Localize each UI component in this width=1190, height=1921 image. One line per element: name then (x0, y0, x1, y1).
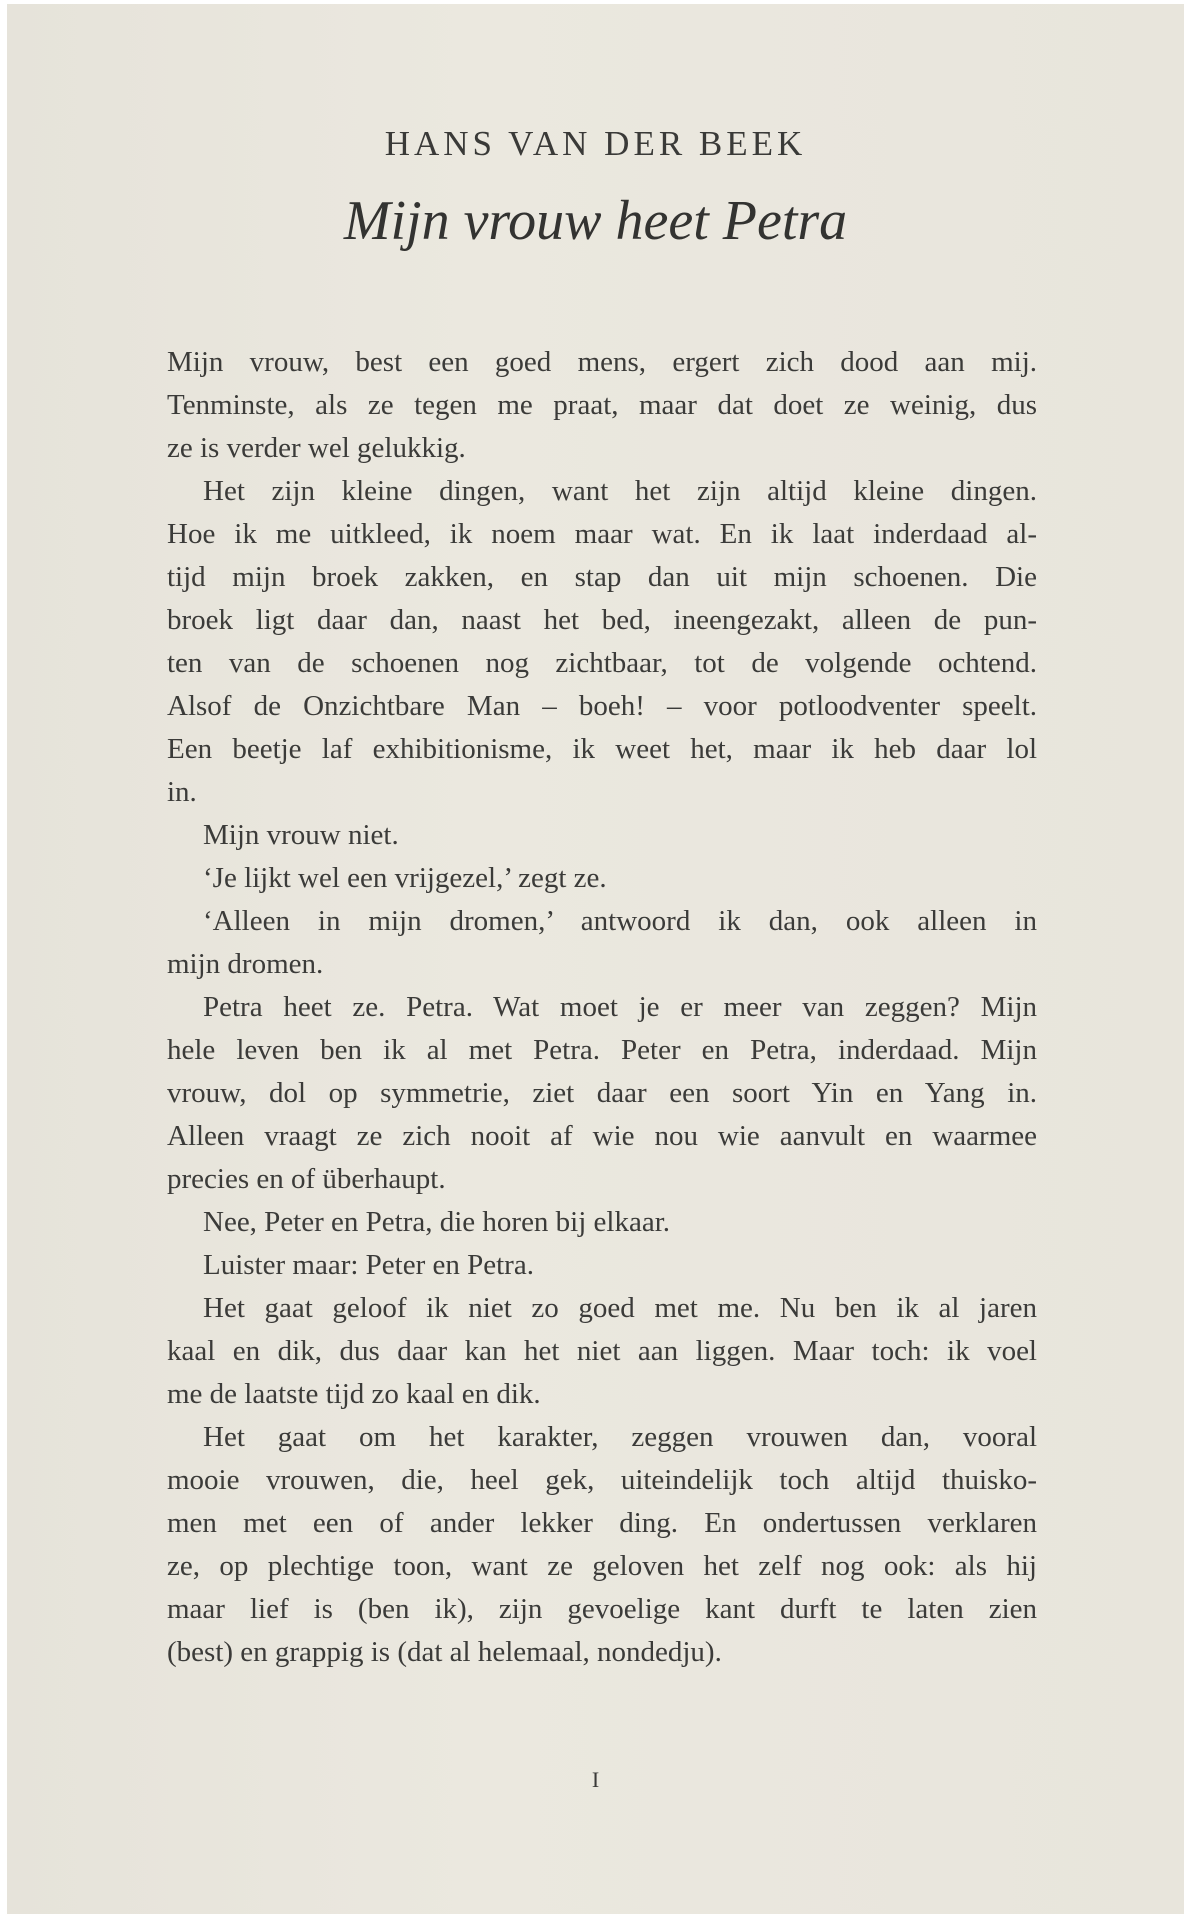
text-line: Luister maar: Peter en Petra. (203, 1249, 534, 1281)
text-line: Het gaat om het karakter, zeggen vrouwen dan, vooral (203, 1421, 1037, 1453)
text-line: ze, op plechtige toon, want ze geloven het zelf nog ook: als hij (167, 1550, 1037, 1582)
text-line: Petra heet ze. Petra. Wat moet je er meer van zeggen? Mijn (203, 991, 1037, 1023)
text-line: hele leven ben ik al met Petra. Peter en Petra, inderdaad. Mijn (167, 1034, 1037, 1066)
text-line: ‘Alleen in mijn dromen,’ antwoord ik dan, ook alleen in (203, 905, 1037, 937)
text-line: Mijn vrouw niet. (203, 819, 399, 851)
text-line: men met een of ander lekker ding. En ondertussen verklaren (167, 1507, 1037, 1539)
text-line: precies en of überhaupt. (167, 1163, 446, 1195)
text-line: Nee, Peter en Petra, die horen bij elkaar. (203, 1206, 671, 1238)
text-line: Het zijn kleine dingen, want het zijn altijd kleine dingen. (203, 475, 1037, 507)
body-text (167, 341, 1037, 1674)
text-line: ‘Je lijkt wel een vrijgezel,’ zegt ze. (203, 862, 607, 894)
page-number: I (591, 1767, 600, 1792)
text-line: Het gaat geloof ik niet zo goed met me. Nu ben ik al jaren (203, 1292, 1037, 1324)
text-line: Hoe ik me uitkleed, ik noem maar wat. En ik laat inderdaad al- (167, 518, 1037, 550)
story-title: Mijn vrouw heet Petra (343, 190, 848, 252)
author-name: HANS VAN DER BEEK (384, 124, 807, 163)
text-line: broek ligt daar dan, naast het bed, ineengezakt, alleen de pun- (167, 604, 1037, 636)
text-line: mooie vrouwen, die, heel gek, uiteindelijk toch altijd thuisko- (167, 1464, 1037, 1496)
text-line: ze is verder wel gelukkig. (167, 432, 466, 464)
text-line: kaal en dik, dus daar kan het niet aan liggen. Maar toch: ik voel (167, 1335, 1037, 1367)
text-line: Alleen vraagt ze zich nooit af wie nou wie aanvult en waarmee (167, 1120, 1037, 1152)
text-line: in. (167, 776, 197, 808)
text-line: Tenminste, als ze tegen me praat, maar dat doet ze weinig, dus (167, 389, 1037, 421)
text-line: Een beetje laf exhibitionisme, ik weet het, maar ik heb daar lol (167, 733, 1037, 765)
book-page (7, 4, 1184, 1914)
text-line: (best) en grappig is (dat al helemaal, nondedju). (167, 1636, 722, 1668)
text-line: mijn dromen. (167, 948, 324, 980)
text-line: me de laatste tijd zo kaal en dik. (167, 1378, 541, 1410)
text-line: vrouw, dol op symmetrie, ziet daar een soort Yin en Yang in. (167, 1077, 1037, 1109)
text-line: ten van de schoenen nog zichtbaar, tot de volgende ochtend. (167, 647, 1037, 679)
text-line: maar lief is (ben ik), zijn gevoelige kant durft te laten zien (167, 1593, 1037, 1625)
text-line: tijd mijn broek zakken, en stap dan uit mijn schoenen. Die (167, 561, 1037, 593)
text-line: Alsof de Onzichtbare Man – boeh! – voor potloodventer speelt. (167, 690, 1037, 722)
text-line: Mijn vrouw, best een goed mens, ergert zich dood aan mij. (167, 346, 1037, 378)
